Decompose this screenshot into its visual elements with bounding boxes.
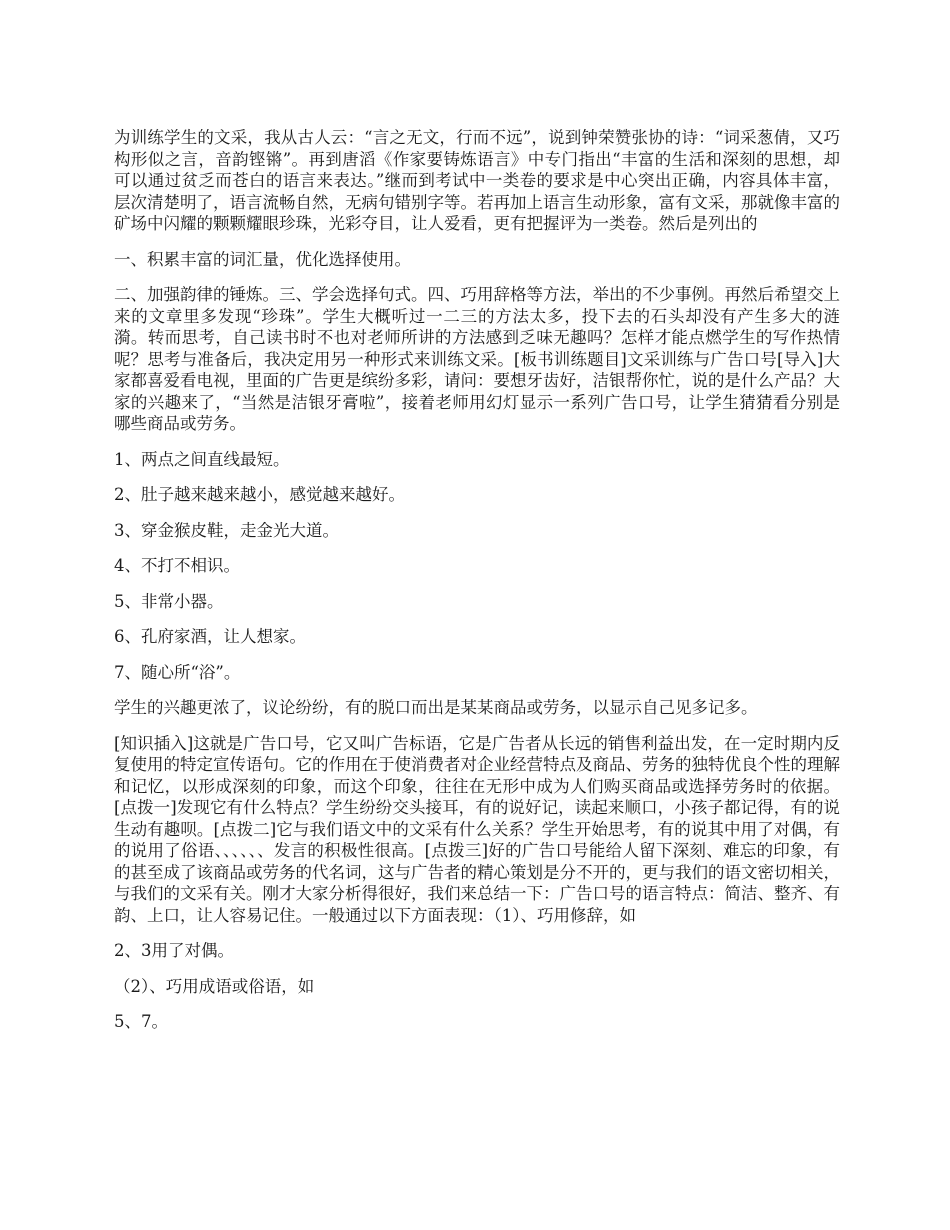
paragraph-idiom-examples: 5、7。 bbox=[114, 1012, 168, 1031]
paragraph-antithesis-note: 2、3用了对偶。 bbox=[114, 941, 234, 960]
paragraph-method-1: 一、积累丰富的词汇量，优化选择使用。 bbox=[114, 249, 411, 269]
slogan-item-4: 4、不打不相识。 bbox=[114, 556, 240, 575]
slogan-item-3: 3、穿金猴皮鞋，走金光大道。 bbox=[114, 520, 339, 540]
paragraph-idiom-point: （2）、巧用成语或俗语，如 bbox=[114, 976, 315, 996]
paragraph-methods-2-4: 二、加强韵律的锤炼。三、学会选择句式。四、巧用辞格等方法，举出的不少事例。再然后希望交上来的文章里多发现“珍珠”。学生大概听过一二三的方法太多，投下去的石头却没有产生多大的涟漪。转而思考，自己读书时不也对老师所讲的方法感到乏味无趣吗？怎样才能点燃学生的写作热情呢？思考与准备后，我决定用另一种形式来训练文采。[板书训练题目]文采训练与广告口号[导入]大家都喜爱看电视，里面的广告更是缤纷多彩，请问：要想牙齿好，洁银帮你忙，说的是什么产品？大家的兴趣来了，“当然是洁银牙膏啦”，接着老师用幻灯显示一系列广告口号，让学生猜猜看分别是哪些商品或劳务。 bbox=[114, 285, 840, 433]
slogan-item-7: 7、随心所“浴”。 bbox=[114, 662, 241, 682]
slogan-item-5: 5、非常小器。 bbox=[114, 591, 224, 611]
paragraph-intro: 为训练学生的文采，我从古人云：“言之无文，行而不远”，说到钟荣赞张协的诗：“词采葱倩，又巧构形似之言，音韵铿锵”。再到唐滔《作家要铸炼语言》中专门指出“丰富的生活和深刻的思想，却可以通过贫乏而苍白的语言来表达。”继而到考试中一类卷的要求是中心突出正确，内容具体丰富，层次清楚明了，语言流畅自然，无病句错别字等。若再加上语言生动形象，富有文采，那就像丰富的矿场中闪耀的颗颗耀眼珍珠，光彩夺目，让人爱看，更有把握评为一类卷。然后是列出的 bbox=[114, 128, 840, 233]
slogan-item-6: 6、孔府家酒，让人想家。 bbox=[114, 627, 306, 646]
paragraph-student-interest: 学生的兴趣更浓了，议论纷纷，有的脱口而出是某某商品或劳务，以显示自己见多记多。 bbox=[114, 698, 758, 717]
document-body bbox=[114, 127, 840, 1047]
slogan-item-1: 1、两点之间直线最短。 bbox=[114, 449, 290, 469]
paragraph-knowledge-insert: [知识插入]这就是广告口号，它又叫广告标语，它是广告者从长远的销售利益出发，在一定时期内反复使用的特定宣传语句。它的作用在于使消费者对企业经营特点及商品、劳务的独特优良个性的理解和记忆，以形成深刻的印象，而这个印象，往往在无形中成为人们购买商品或选择劳务时的依据。[点拨一]发现它有什么特点？学生纷纷交头接耳，有的说好记，读起来顺口，小孩子都记得，有的说生动有趣呗。[点拨二]它与我们语文中的文采有什么关系？学生开始思考，有的说其中用了对偶，有的说用了俗语、、、、、、发言的积极性很高。[点拨三]好的广告口号能给人留下深刻、难忘的印象，有的甚至成了该商品或劳务的代名词，这与广告者的精心策划是分不开的，更与我们的语文密切相关，与我们的文采有关。刚才大家分析得很好，我们来总结一下：广告口号的语言特点：简洁、整齐、有韵、上口，让人容易记住。一般通过以下方面表现：（1）、巧用修辞，如 bbox=[114, 733, 840, 925]
slogan-item-2: 2、肚子越来越来越小，感觉越来越好。 bbox=[114, 485, 405, 504]
